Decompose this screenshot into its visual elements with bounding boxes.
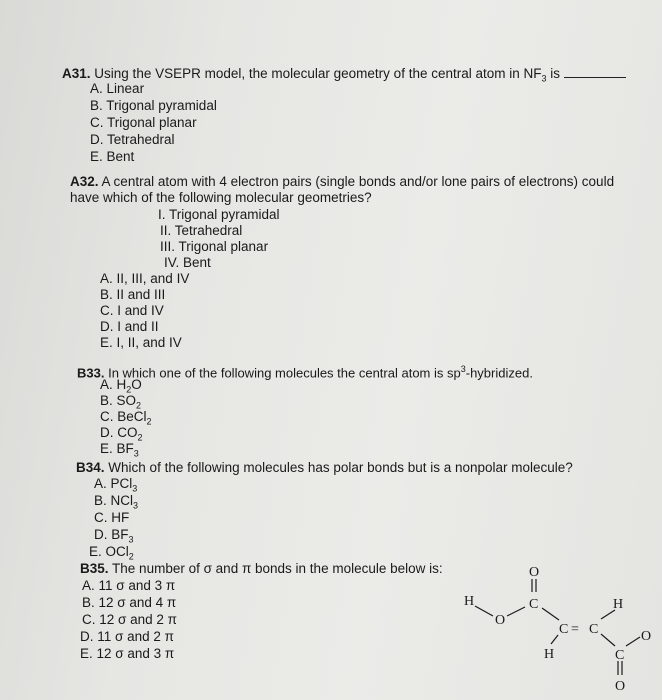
q35-option-d[interactable]: D. 11 σ and 2 π <box>80 629 174 644</box>
molecule-structure <box>455 558 662 700</box>
q35-stem: B35. The number of σ and π bonds in the molecule below is: <box>80 561 443 576</box>
atom-c1: C <box>529 597 539 612</box>
q34-option-e[interactable]: E. OCl$_2$ <box>89 544 134 562</box>
q32-option-d[interactable]: D. I and II <box>100 319 159 334</box>
atom-h-right: H <box>613 597 624 612</box>
atom-c3: C <box>589 622 599 637</box>
q33-stem: B33. In which one of the following molecules the central atom is $sp^3$-hybridized. <box>77 364 533 381</box>
q32-roman-4: IV. Bent <box>164 255 211 270</box>
atom-h-left: H <box>464 594 475 609</box>
q32-roman-3: III. Trigonal planar <box>160 239 269 254</box>
q35-option-c[interactable]: C. 12 σ and 2 π <box>82 612 177 627</box>
q35-option-a[interactable]: A. 11 σ and 3 π <box>82 578 176 593</box>
q32-stem-line1: A32. A central atom with 4 electron pairs (single bonds and/or lone pairs of electrons) could <box>70 174 615 189</box>
q32-option-c[interactable]: C. I and IV <box>100 303 164 318</box>
q31-option-a[interactable]: A. Linear <box>90 81 145 96</box>
atom-c2: C <box>559 622 569 637</box>
q31-option-b[interactable]: B. Trigonal pyramidal <box>90 98 217 113</box>
atom-c4: C <box>615 648 625 663</box>
q34-option-c[interactable]: C. HF <box>94 510 130 525</box>
q31-option-d[interactable]: D. Tetrahedral <box>90 132 175 147</box>
atom-o-right: O <box>641 629 652 644</box>
q35-option-e[interactable]: E. 12 σ and 3 π <box>80 646 175 661</box>
q32-option-b[interactable]: B. II and III <box>100 287 166 302</box>
q32-stem-line2: have which of the following molecular geometries? <box>70 190 372 205</box>
q32-roman-2: II. Tetrahedral <box>160 223 243 238</box>
q33-option-c[interactable]: C. BeCl$_2$ <box>100 409 152 427</box>
q33-option-a[interactable]: A. $H_2O$ <box>100 377 142 395</box>
q34-option-d[interactable]: D. $BF_3$ <box>94 527 134 545</box>
q32-roman-1: I. Trigonal pyramidal <box>158 207 280 222</box>
double-bond-c2-c3: = <box>571 622 579 637</box>
q35-option-b[interactable]: B. 12 σ and 4 π <box>82 595 177 610</box>
q31-option-e[interactable]: E. Bent <box>90 149 135 164</box>
q31-stem: A31. Using the VSEPR model, the molecular geometry of the central atom in $NF_3$ is <box>62 65 626 87</box>
q34-stem: B34. Which of the following molecules has polar bonds but is a nonpolar molecule? <box>76 460 573 475</box>
q32-option-e[interactable]: E. I, II, and IV <box>100 335 182 350</box>
q34-option-a[interactable]: A. PCl$_3$ <box>94 476 138 494</box>
atom-o-top: O <box>529 565 540 580</box>
atom-o-left: O <box>495 613 506 628</box>
q33-option-d[interactable]: D. $CO_2$ <box>100 425 143 443</box>
atom-h-bottom: H <box>544 647 555 662</box>
atom-o-bottom: O <box>615 679 626 694</box>
q33-option-b[interactable]: B. $SO_2$ <box>100 393 142 411</box>
q34-option-b[interactable]: B. NCl$_3$ <box>94 493 139 511</box>
q31-option-c[interactable]: C. Trigonal planar <box>90 115 197 130</box>
q33-option-e[interactable]: E. $BF_3$ <box>100 441 139 459</box>
answer-blank[interactable] <box>564 65 626 78</box>
q32-option-a[interactable]: A. II, III, and IV <box>100 271 190 286</box>
